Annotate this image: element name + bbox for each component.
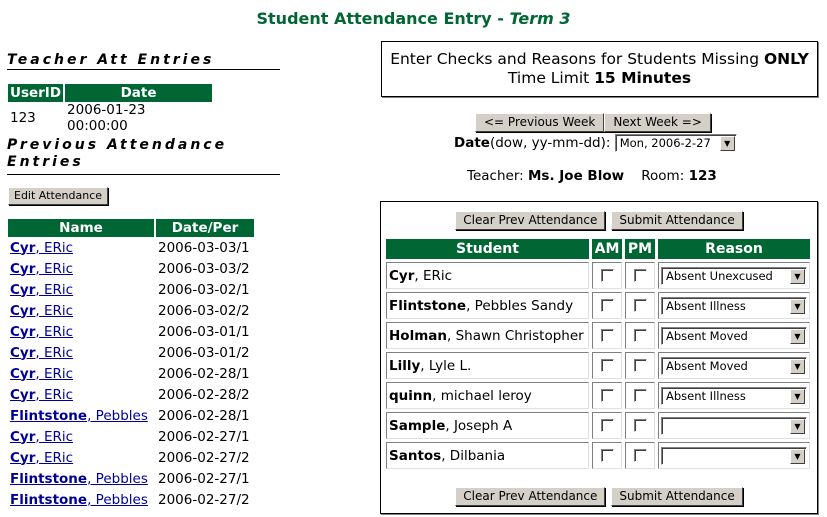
entry-date-per: 2006-03-02/2: [158, 302, 250, 319]
pm-checkbox[interactable]: [634, 299, 647, 312]
entry-date-per: 2006-03-02/1: [158, 281, 250, 298]
attendance-table: [383, 236, 813, 472]
teacher-info: Teacher: Ms. Joe Blow Room: 123: [467, 168, 717, 184]
am-checkbox[interactable]: [601, 269, 614, 282]
entry-date-per: 2006-02-27/2: [158, 491, 250, 508]
entry-name: [8, 237, 154, 258]
student-name: Santos, Dilbania: [386, 442, 589, 469]
room-number: 123: [688, 168, 717, 184]
student-name: Lilly, Lyle L.: [386, 352, 589, 379]
entry-date-per: 2006-03-03/1: [158, 239, 250, 256]
student-row: [386, 322, 810, 349]
chevron-down-icon: ▼: [790, 269, 805, 284]
am-cell: [592, 352, 622, 379]
pm-cell: [625, 382, 655, 409]
am-checkbox[interactable]: [601, 389, 614, 402]
entry-name: [8, 489, 154, 510]
date-select[interactable]: Mon, 2006-2-27 ▼: [615, 134, 737, 152]
col-date-per: Date/Per: [156, 219, 254, 237]
top-button-row: [381, 211, 817, 230]
student-row: [386, 262, 810, 289]
table-row: [8, 489, 254, 510]
pm-checkbox[interactable]: [634, 389, 647, 402]
reason-select[interactable]: [661, 447, 807, 465]
am-checkbox[interactable]: [601, 449, 614, 462]
previous-entries-heading: Previous Attendance Entries: [7, 137, 228, 170]
entry-name: [8, 363, 154, 384]
entry-name: [8, 447, 154, 468]
entry-name: [8, 468, 154, 489]
reason-cell: [658, 262, 810, 289]
student-name: quinn, michael leroy: [386, 382, 589, 409]
table-row: [8, 321, 254, 342]
entry-name: [8, 405, 154, 426]
entry-name: [8, 342, 154, 363]
entry-date-per: 2006-02-27/1: [158, 428, 250, 445]
col-student: Student: [386, 239, 589, 259]
pm-cell: [625, 322, 655, 349]
bottom-button-row: [381, 487, 817, 506]
col-name: Name: [8, 219, 154, 237]
table-row: [8, 426, 254, 447]
entry-link[interactable]: Cyr, ERic: [10, 239, 74, 256]
am-checkbox[interactable]: [601, 299, 614, 312]
table-row: [8, 447, 254, 468]
date-hint: (dow, yy-mm-dd):: [489, 135, 611, 151]
entry-link[interactable]: Cyr, ERic: [10, 365, 74, 382]
entry-link[interactable]: Cyr, ERic: [10, 449, 74, 466]
teacher-name: Ms. Joe Blow: [527, 168, 625, 184]
col-reason: Reason: [658, 239, 810, 259]
submit-attendance-button[interactable]: Submit Attendance: [611, 487, 742, 506]
date-picker-row: [454, 134, 737, 152]
divider: [7, 174, 280, 175]
reason-cell: [658, 382, 810, 409]
entry-link[interactable]: Cyr, ERic: [10, 260, 74, 277]
col-pm: PM: [625, 239, 655, 259]
chevron-down-icon: ▼: [790, 449, 805, 464]
edit-attendance-button[interactable]: Edit Attendance: [8, 187, 108, 205]
reason-cell: [658, 322, 810, 349]
pm-cell: [625, 352, 655, 379]
table-row: [8, 342, 254, 363]
clear-prev-attendance-button[interactable]: Clear Prev Attendance: [455, 211, 605, 230]
reason-cell: [658, 412, 810, 439]
submit-attendance-button[interactable]: Submit Attendance: [611, 211, 742, 230]
entry-link[interactable]: Cyr, ERic: [10, 344, 74, 361]
am-cell: [592, 382, 622, 409]
am-checkbox[interactable]: [601, 359, 614, 372]
pm-checkbox[interactable]: [634, 449, 647, 462]
entry-date-per: 2006-02-28/1: [158, 407, 250, 424]
entry-name: [8, 426, 154, 447]
table-row: [8, 300, 254, 321]
chevron-down-icon: ▼: [790, 389, 805, 404]
entry-date-per: 2006-03-01/2: [158, 344, 250, 361]
reason-select[interactable]: Absent Unexcused ▼: [661, 267, 807, 285]
chevron-down-icon: ▼: [790, 419, 805, 434]
entry-date-per: 2006-02-28/1: [158, 365, 250, 382]
reason-select[interactable]: Absent Illness ▼: [661, 297, 807, 315]
reason-select[interactable]: Absent Moved ▼: [661, 327, 807, 345]
student-name: Cyr, ERic: [386, 262, 589, 289]
student-name: Holman, Shawn Christopher: [386, 322, 589, 349]
pm-checkbox[interactable]: [634, 329, 647, 342]
col-date: Date: [65, 84, 212, 102]
student-row: [386, 352, 810, 379]
entry-name: [8, 384, 154, 405]
reason-cell: [658, 442, 810, 469]
table-row: [8, 258, 254, 279]
entry-link[interactable]: Cyr, ERic: [10, 281, 74, 298]
am-cell: [592, 442, 622, 469]
chevron-down-icon: ▼: [790, 299, 805, 314]
student-name: Flintstone, Pebbles Sandy: [386, 292, 589, 319]
reason-cell: [658, 352, 810, 379]
pm-cell: [625, 262, 655, 289]
userid-cell: 123: [10, 110, 36, 126]
table-row: [8, 102, 212, 134]
date-label: Date: [454, 135, 490, 151]
entry-date-per: 2006-02-27/2: [158, 449, 250, 466]
pm-checkbox[interactable]: [634, 419, 647, 432]
previous-week-button[interactable]: <= Previous Week: [475, 113, 604, 132]
entry-name: [8, 321, 154, 342]
am-cell: [592, 262, 622, 289]
next-week-button[interactable]: Next Week =>: [604, 113, 711, 132]
student-row: [386, 292, 810, 319]
teacher-entries-table: [6, 84, 214, 134]
instructions-notice: Enter Checks and Reasons for Students Missing ONLY Time Limit 15 Minutes: [381, 41, 818, 97]
clear-prev-attendance-button[interactable]: Clear Prev Attendance: [455, 487, 605, 506]
am-checkbox[interactable]: [601, 419, 614, 432]
pm-checkbox[interactable]: [634, 269, 647, 282]
entry-link[interactable]: Flintstone, Pebbles: [10, 407, 148, 424]
pm-cell: [625, 442, 655, 469]
entry-link[interactable]: Cyr, ERic: [10, 302, 74, 319]
chevron-down-icon: ▼: [790, 359, 805, 374]
table-row: [8, 405, 254, 426]
week-navigation: [475, 113, 711, 132]
table-row: [8, 237, 254, 258]
entry-link[interactable]: Cyr, ERic: [10, 428, 74, 445]
entry-date-per: 2006-02-28/2: [158, 386, 250, 403]
table-row: [8, 384, 254, 405]
divider: [7, 69, 280, 70]
reason-select[interactable]: Absent Illness ▼: [661, 387, 807, 405]
entry-name: [8, 279, 154, 300]
chevron-down-icon: ▼: [720, 136, 735, 151]
previous-entries-table: [6, 219, 256, 510]
reason-cell: [658, 292, 810, 319]
table-row: [8, 468, 254, 489]
entry-name: [8, 258, 154, 279]
am-cell: [592, 412, 622, 439]
entry-date-per: 2006-03-01/1: [158, 323, 250, 340]
pm-cell: [625, 412, 655, 439]
am-cell: [592, 292, 622, 319]
date-cell: 2006-01-23 00:00:00: [67, 102, 146, 134]
entry-link[interactable]: Flintstone, Pebbles: [10, 470, 148, 487]
col-am: AM: [592, 239, 622, 259]
entry-link[interactable]: Cyr, ERic: [10, 323, 74, 340]
entry-link[interactable]: Cyr, ERic: [10, 386, 74, 403]
entry-date-per: 2006-02-27/1: [158, 470, 250, 487]
pm-checkbox[interactable]: [634, 359, 647, 372]
am-checkbox[interactable]: [601, 329, 614, 342]
entry-date-per: 2006-03-03/2: [158, 260, 250, 277]
pm-cell: [625, 292, 655, 319]
student-name: Sample, Joseph A: [386, 412, 589, 439]
teacher-entries-heading: Teacher Att Entries: [7, 52, 215, 68]
table-row: [8, 279, 254, 300]
entry-link[interactable]: Flintstone, Pebbles: [10, 491, 148, 508]
entry-name: [8, 300, 154, 321]
page-title: Student Attendance Entry - Term 3: [256, 9, 571, 28]
col-userid: UserID: [10, 85, 62, 101]
student-row: [386, 442, 810, 469]
reason-select[interactable]: Absent Moved ▼: [661, 357, 807, 375]
student-row: [386, 412, 810, 439]
student-row: [386, 382, 810, 409]
am-cell: [592, 322, 622, 349]
table-row: [8, 363, 254, 384]
attendance-form: [380, 201, 818, 514]
reason-select[interactable]: [661, 417, 807, 435]
chevron-down-icon: ▼: [790, 329, 805, 344]
